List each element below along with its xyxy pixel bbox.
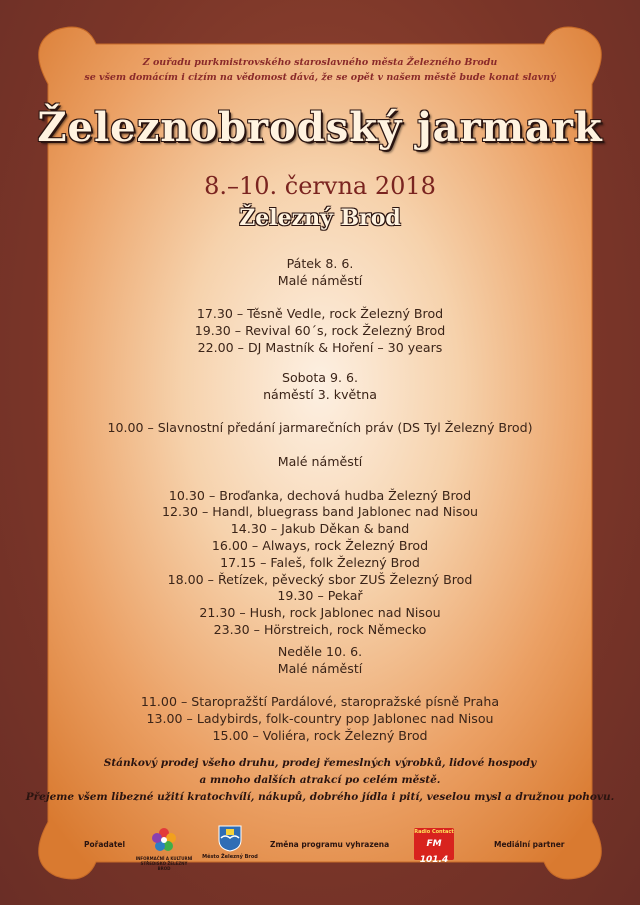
friday-block (0, 256, 640, 357)
schedule-item: 19.30 – Pekař (277, 588, 363, 604)
schedule-item: 17.15 – Faleš, folk Železný Brod (220, 554, 420, 570)
program-change-note: Změna programu vyhrazena (270, 840, 390, 849)
event-title: Železnobrodský jarmark (37, 104, 603, 151)
organizer-logo-text-2: STŘEDISKO ŽELEZNÝ BROD (140, 861, 188, 871)
radio-logo (414, 828, 454, 865)
schedule-item: 18.00 – Řetízek, pěvecký sbor ZUŠ Železný Brod (167, 571, 473, 587)
schedule-item: 19.30 – Revival 60´s, rock Železný Brod (194, 323, 446, 339)
saturday-block (0, 370, 640, 639)
closing-line-2: a mnoho dalších atrakcí po celém městě. (199, 774, 441, 786)
closing-text (0, 755, 640, 806)
organizer-logo-text-1: INFORMAČNÍ A KULTURNÍ (135, 856, 193, 861)
radio-name: Radio Contact (414, 829, 454, 835)
radio-frequency: FM 101.4 (419, 839, 449, 865)
footer (0, 822, 640, 872)
closing-line-1: Stánkový prodej všeho druhu, prodej řemeslných výrobků, lidové hospody (103, 757, 537, 769)
schedule-item: 10.30 – Broďanka, dechová hudba Železný Brod (168, 487, 472, 503)
saturday-opening: 10.00 – Slavnostní předání jarmarečních práv (DS Tyl Železný Brod) (107, 420, 533, 436)
saturday-venue-2: Malé náměstí (277, 453, 363, 469)
schedule-item: 12.30 – Handl, bluegrass band Jablonec nad Nisou (161, 504, 479, 520)
city-logo (200, 824, 260, 860)
event-dates: 8.–10. června 2018 (204, 172, 436, 200)
intro-line-1: Z ouřadu purkmistrovského staroslavného města Železného Brodu (142, 57, 498, 68)
intro-text (0, 55, 640, 85)
sunday-block (0, 644, 640, 745)
sunday-day: Neděle 10. 6. (277, 644, 363, 659)
friday-venue: Malé náměstí (277, 272, 363, 288)
schedule-item: 23.30 – Hörstreich, rock Německo (213, 621, 427, 637)
saturday-venue: náměstí 3. května (263, 386, 377, 402)
city-coat-of-arms-icon (217, 824, 243, 852)
event-place: Železný Brod (239, 205, 401, 231)
saturday-day: Sobota 9. 6. (281, 370, 359, 385)
intro-line-2: se všem domácím i cizím na vědomost dává, že se opět v našem městě bude konat slavný (84, 72, 556, 83)
media-partner-label: Mediální partner (494, 840, 565, 849)
friday-day: Pátek 8. 6. (286, 256, 354, 271)
colorful-flower-icon (150, 826, 178, 854)
schedule-item: 16.00 – Always, rock Železný Brod (211, 537, 429, 553)
organizer-label: Pořadatel (84, 840, 126, 849)
schedule-item: 22.00 – DJ Mastník & Hoření – 30 years (197, 339, 443, 355)
schedule-item: 11.00 – Staropražští Pardálové, staropražské písně Praha (140, 694, 500, 710)
city-logo-text: Město Železný Brod (202, 854, 258, 860)
schedule-item: 15.00 – Voliéra, rock Železný Brod (212, 727, 428, 743)
closing-line-3: Přejeme všem libezné užití kratochvílí, nákupů, dobrého jídla i pití, veselou mysl a družnou pohovu. (25, 791, 615, 803)
schedule-item: 14.30 – Jakub Děkan & band (230, 521, 410, 537)
schedule-item: 21.30 – Hush, rock Jablonec nad Nisou (199, 605, 441, 621)
sunday-venue: Malé náměstí (277, 660, 363, 676)
schedule-item: 17.30 – Těsně Vedle, rock Železný Brod (196, 306, 444, 322)
schedule-item: 13.00 – Ladybirds, folk-country pop Jablonec nad Nisou (146, 711, 494, 727)
organizer-logo (134, 826, 194, 871)
